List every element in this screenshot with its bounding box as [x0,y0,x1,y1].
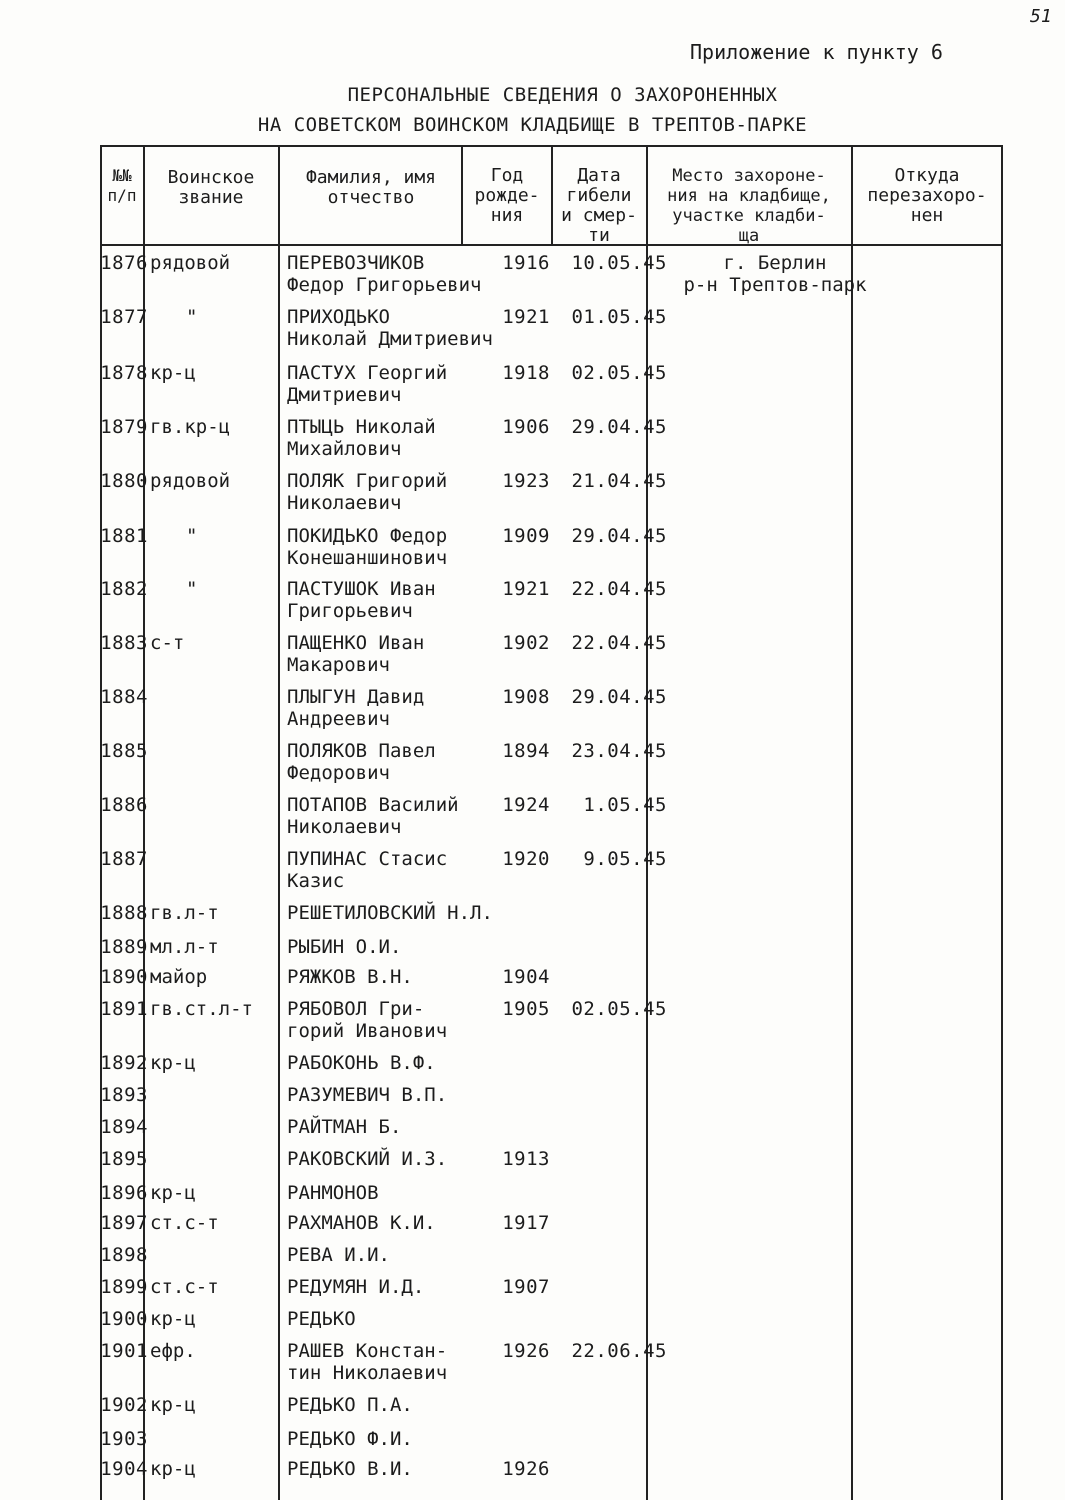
header-name: Фамилия, имя отчество [305,167,437,208]
header-year: Год рожде- ния [474,165,540,226]
document-title-line1: ПЕРСОНАЛЬНЫЕ СВЕДЕНИЯ О ЗАХОРОНЕННЫХ [347,84,778,106]
cell-name: ПАЩЕНКО Иван Макарович [287,632,425,676]
cell-rank: кр-ц [150,1458,196,1480]
cell-num: 1898 [100,1244,148,1266]
cell-num: 1882 [100,578,148,600]
cell-rank: рядовой [150,470,231,492]
cell-rank: гв.кр-ц [150,416,231,438]
cell-rank: кр-ц [150,362,196,384]
cell-num: 1884 [100,686,148,708]
cell-name: ПОКИДЬКО Федор Конешаншинович [287,525,448,569]
cell-num: 1888 [100,902,148,924]
cell-rank: кр-ц [150,1182,196,1204]
cell-name: РЕДЬКО П.А. [287,1394,413,1416]
cell-rank: кр-ц [150,1308,196,1330]
cell-year: 1924 [502,794,550,816]
cell-name: РАШЕВ Констан- тин Николаевич [287,1340,448,1384]
cell-num: 1903 [100,1428,148,1450]
cell-name: РАЗУМЕВИЧ В.П. [287,1084,448,1106]
cell-date: 29.04.45 [571,686,667,708]
cell-name: ПАСТУШОК Иван Григорьевич [287,578,436,622]
cell-name: ПАСТУХ Георгий Дмитриевич [287,362,448,406]
cell-num: 1904 [100,1458,148,1480]
cell-num: 1877 [100,306,148,328]
cell-num: 1881 [100,525,148,547]
cell-date: 9.05.45 [583,848,667,870]
cell-rank: с-т [150,632,185,654]
cell-year: 1902 [502,632,550,654]
cell-date: 29.04.45 [571,416,667,438]
cell-year: 1918 [502,362,550,384]
cell-num: 1901 [100,1340,148,1362]
cell-year: 1906 [502,416,550,438]
cell-name: РАКОВСКИЙ И.З. [287,1148,448,1170]
cell-year: 1923 [502,470,550,492]
cell-num: 1886 [100,794,148,816]
cell-name: ПЛЫГУН Давид Андреевич [287,686,425,730]
cell-name: ПОТАПОВ Василий Николаевич [287,794,459,838]
cell-year: 1907 [502,1276,550,1298]
cell-num: 1885 [100,740,148,762]
cell-num: 1890 [100,966,148,988]
cell-year: 1905 [502,998,550,1020]
cell-num: 1880 [100,470,148,492]
cell-name: РЕДЬКО [287,1308,356,1330]
header-from: Откуда перезахоро- нен [867,165,987,226]
cell-num: 1891 [100,998,148,1020]
cell-rank: кр-ц [150,1052,196,1074]
cell-name: РАБОКОНЬ В.Ф. [287,1052,436,1074]
cell-name: РЕДЬКО Ф.И. [287,1428,413,1450]
cell-name: РЕВА И.И. [287,1244,390,1266]
cell-rank: ефр. [150,1340,196,1362]
cell-num: 1876 [100,252,148,274]
cell-name: РАЙТМАН Б. [287,1116,402,1138]
cell-year: 1920 [502,848,550,870]
cell-name: ПОЛЯКОВ Павел Федорович [287,740,436,784]
cell-rank: гв.л-т [150,902,219,924]
cell-year: 1917 [502,1212,550,1234]
cell-rank: ст.с-т [150,1276,219,1298]
header-num: №№ п/п [107,166,137,205]
cell-date: 02.05.45 [571,362,667,384]
cell-date: 21.04.45 [571,470,667,492]
cell-name: РЫБИН О.И. [287,936,402,958]
cell-date: 23.04.45 [571,740,667,762]
cell-year: 1909 [502,525,550,547]
cell-name: ПРИХОДЬКО Николай Дмитриевич [287,306,493,350]
cell-year: 1921 [502,578,550,600]
cell-num: 1883 [100,632,148,654]
cell-year: 1894 [502,740,550,762]
cell-num: 1899 [100,1276,148,1298]
cell-year: 1916 [502,252,550,274]
cell-name: ПУПИНАС Стасис Казис [287,848,448,892]
cell-date: 01.05.45 [571,306,667,328]
header-place: Место захороне- ния на кладбище, участке кладби- ща [667,166,831,246]
cell-num: 1900 [100,1308,148,1330]
cell-num: 1879 [100,416,148,438]
document-title-line2: НА СОВЕТСКОМ ВОИНСКОМ КЛАДБИЩЕ В ТРЕПТОВ-ПАРКЕ [257,114,808,136]
cell-rank: кр-ц [150,1394,196,1416]
cell-num: 1902 [100,1394,148,1416]
cell-name: ПЕРЕВОЗЧИКОВ Федор Григорьевич [287,252,482,296]
cell-name: РЕДЬКО В.И. [287,1458,413,1480]
cell-name: ПТЫЦЬ Николай Михайлович [287,416,436,460]
appendix-label: Приложение к пункту 6 [690,40,943,64]
cell-rank: мл.л-т [150,936,219,958]
cell-date: 1.05.45 [583,794,667,816]
header-date: Дата гибели и смер- ти [561,165,637,246]
cell-num: 1894 [100,1116,148,1138]
cell-date: 02.05.45 [571,998,667,1020]
cell-name: РЕШЕТИЛОВСКИЙ Н.Л. [287,902,493,924]
cell-rank: " [186,306,198,328]
cell-date: 10.05.45 [571,252,667,274]
cell-rank: ст.с-т [150,1212,219,1234]
header-rank: Воинское звание [167,167,255,208]
cell-date: 22.04.45 [571,632,667,654]
cell-num: 1897 [100,1212,148,1234]
cell-year: 1921 [502,306,550,328]
cell-rank: рядовой [150,252,231,274]
cell-num: 1892 [100,1052,148,1074]
cell-date: 22.04.45 [571,578,667,600]
cell-num: 1893 [100,1084,148,1106]
cell-num: 1895 [100,1148,148,1170]
cell-name: РЯБОВОЛ Гри- горий Иванович [287,998,448,1042]
cell-place: г. Берлин р-н Трептов-парк [683,252,867,296]
cell-year: 1926 [502,1458,550,1480]
page-number: 51 [1030,6,1052,27]
cell-rank: гв.ст.л-т [150,998,253,1020]
cell-year: 1904 [502,966,550,988]
cell-rank: майор [150,966,208,988]
cell-num: 1878 [100,362,148,384]
cell-year: 1908 [502,686,550,708]
cell-name: РАХМАНОВ К.И. [287,1212,436,1234]
cell-name: РАНМОНОВ [287,1182,379,1204]
cell-date: 22.06.45 [571,1340,667,1362]
cell-year: 1913 [502,1148,550,1170]
cell-name: РЯЖКОВ В.Н. [287,966,413,988]
cell-num: 1896 [100,1182,148,1204]
cell-date: 29.04.45 [571,525,667,547]
cell-num: 1889 [100,936,148,958]
cell-num: 1887 [100,848,148,870]
cell-name: ПОЛЯК Григорий Николаевич [287,470,448,514]
cell-name: РЕДУМЯН И.Д. [287,1276,425,1298]
cell-rank: " [186,525,198,547]
cell-year: 1926 [502,1340,550,1362]
cell-rank: " [186,578,198,600]
